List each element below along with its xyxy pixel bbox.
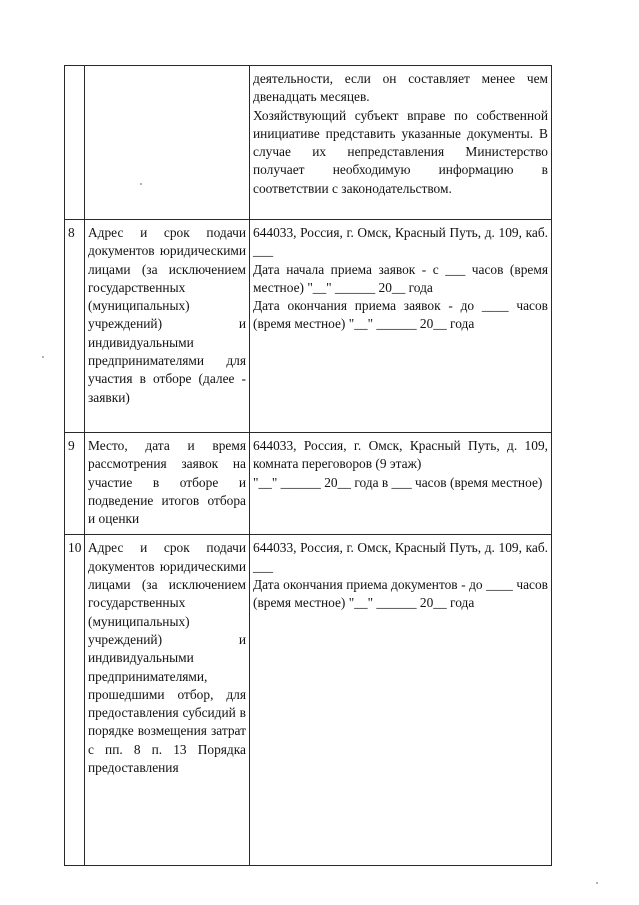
table-row: [65, 433, 552, 535]
table-row: [65, 535, 552, 866]
row-value-paragraph: Дата окончания приема документов - до ____ часов (время местное) "__" ______ 20__ года: [253, 577, 548, 611]
row-value-paragraph: 644033, Россия, г. Омск, Красный Путь, д. 109, каб. ___: [253, 540, 548, 574]
row-label-text: Адрес и срок подачи документов юридическими лицами (за исключением государственных (муниципальных) учреждений) и индивидуальными предпринимателями, прошедшими отбор, для предоставления субсидий в порядке возмещения затрат с пп. 8 п. 13 Порядка предоставления: [88, 540, 246, 776]
row-number-cell: 10: [65, 535, 85, 866]
scan-speck: [140, 183, 142, 185]
row-label-cell: [85, 535, 250, 866]
row-value-paragraph: Дата начала приема заявок - с ___ часов (время местное) "__" ______ 20__ года: [253, 261, 548, 295]
row-value-paragraph: Хозяйствующий субъект вправе по собственной инициативе представить указанные документы. В случае их непредставления Министерство получает необходимую информацию в соответствии с законодательством.: [253, 107, 548, 196]
table-row: [65, 220, 552, 433]
row-label-text: Адрес и срок подачи документов юридическими лицами (за исключением государственных (муниципальных) учреждений) и индивидуальными предпринимателями для участия в отборе (далее - заявки): [88, 225, 246, 405]
row-value-paragraph: Дата окончания приема заявок - до ____ часов (время местное) "__" ______ 20__ года: [253, 298, 548, 332]
row-value-paragraph: 644033, Россия, г. Омск, Красный Путь, д. 109, каб. ___: [253, 225, 548, 259]
row-value-cell: [250, 220, 552, 433]
row-label-text: Место, дата и время рассмотрения заявок на участие в отборе и подведение итогов отбора и оценки: [88, 438, 246, 527]
row-label-cell: [85, 433, 250, 535]
row-number-cell: 9: [65, 433, 85, 535]
scan-speck: [42, 356, 44, 358]
row-value-cell: [250, 535, 552, 866]
row-number-cell: [65, 66, 85, 220]
scan-speck: [596, 882, 598, 884]
row-label-cell: [85, 66, 250, 220]
row-label-cell: [85, 220, 250, 433]
table-row: [65, 66, 552, 220]
row-value-paragraph: "__" ______ 20__ года в ___ часов (время местное): [253, 474, 543, 490]
row-value-cell: [250, 433, 552, 535]
document-table: [64, 65, 552, 866]
row-value-cell: [250, 66, 552, 220]
row-number-cell: 8: [65, 220, 85, 433]
row-value-paragraph: 644033, Россия, г. Омск, Красный Путь, д. 109, комната переговоров (9 этаж): [253, 438, 548, 472]
row-value-paragraph: деятельности, если он составляет менее чем двенадцать месяцев.: [253, 71, 548, 105]
